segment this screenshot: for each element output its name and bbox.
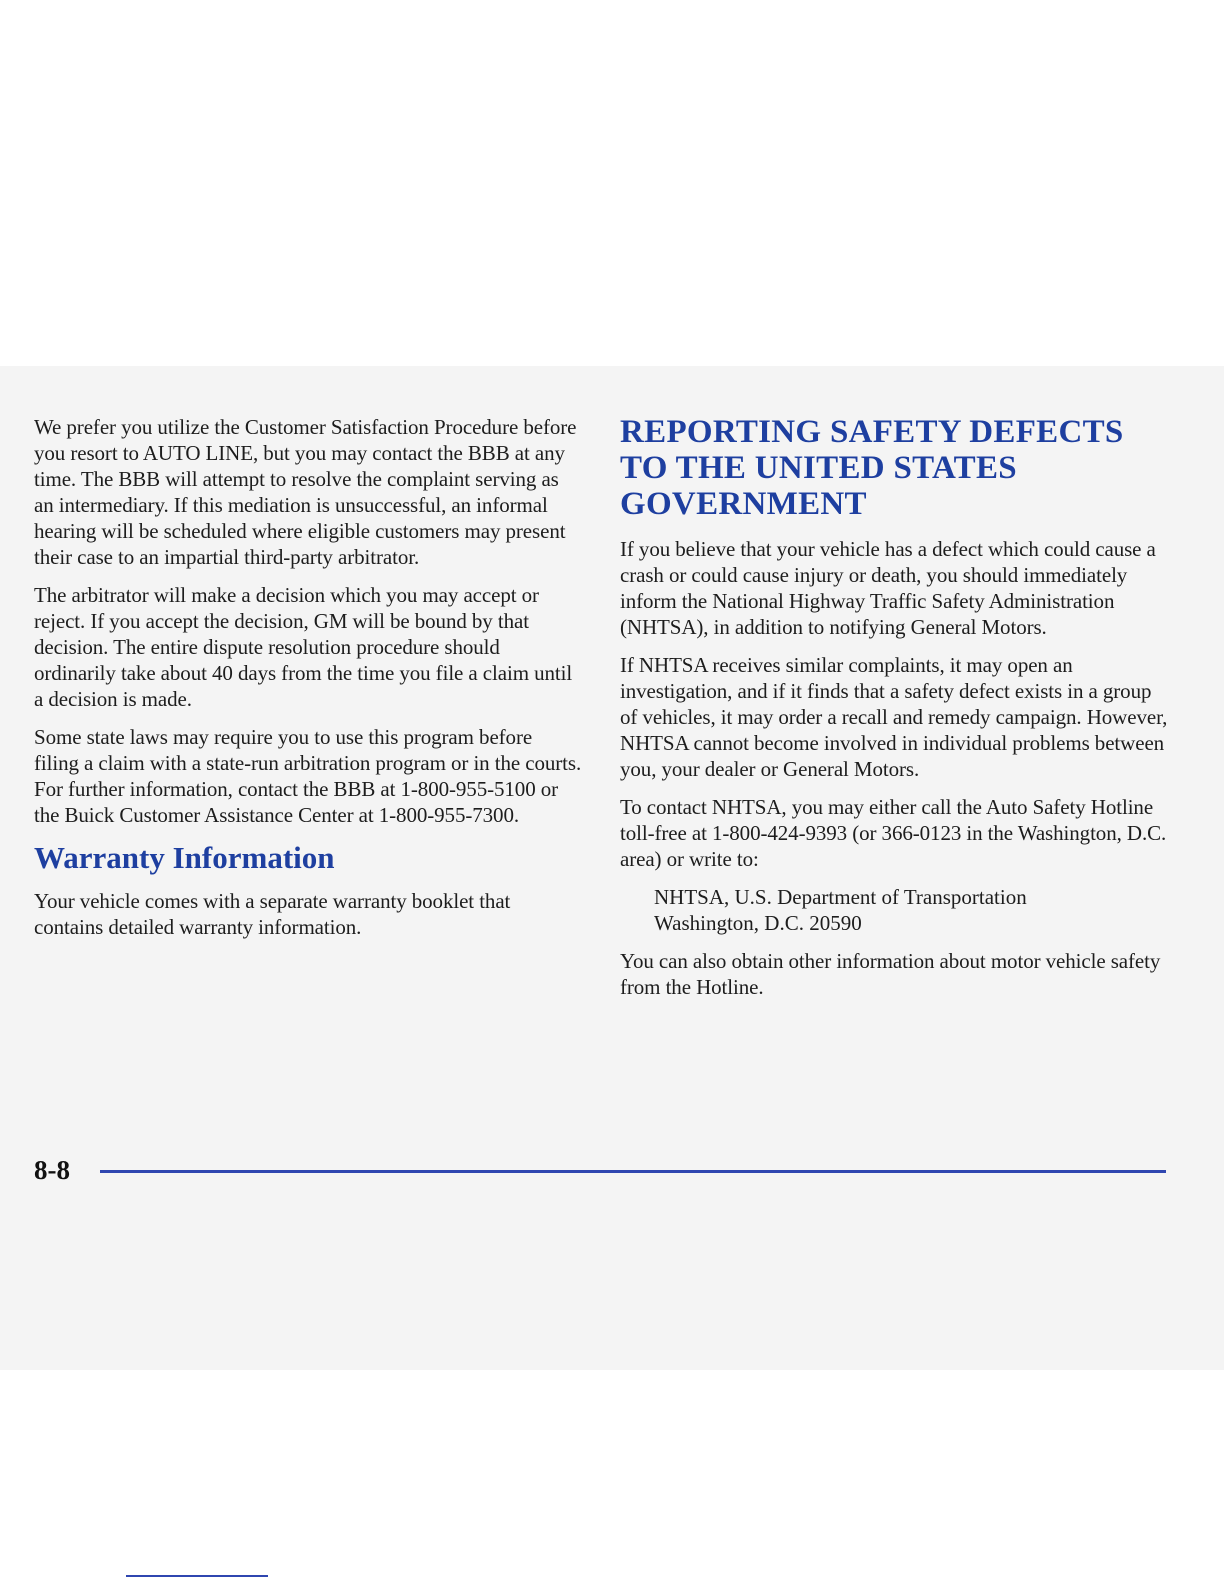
defect-inform-paragraph: If you believe that your vehicle has a defect which could cause a crash or could cause injury or death, you should immediately inform the National Highway Traffic Safety Administration (NHTSA), in addition to notifying General Motors.	[620, 537, 1156, 639]
safety-defects-heading	[620, 414, 1170, 522]
bbb-procedure-paragraph: We prefer you utilize the Customer Satisfaction Procedure before you resort to AUTO LINE, but you may contact the BBB at any time. The BBB will attempt to resolve the complaint serving as an intermediary. If this mediation is unsuccessful, an informal hearing will be scheduled where eligible customers may present their case to an impartial third-party arbitrator.	[34, 415, 577, 569]
address-line: NHTSA, U.S. Department of Transportation	[654, 885, 1027, 909]
address-line: Washington, D.C. 20590	[654, 911, 862, 935]
footer-divider	[100, 1170, 1166, 1173]
heading-line: GOVERNMENT	[620, 486, 867, 522]
right-column	[620, 414, 1170, 1012]
hotline-info-paragraph: You can also obtain other information about motor vehicle safety from the Hotline.	[620, 949, 1161, 999]
arbitrator-decision-paragraph: The arbitrator will make a decision which you may accept or reject. If you accept the decision, GM will be bound by that decision. The entire dispute resolution procedure should ordinarily take about 40 days from the time you file a claim until a decision is made.	[34, 583, 573, 711]
page-number: 8-8	[34, 1155, 70, 1185]
left-column	[34, 414, 582, 952]
heading-line: TO THE UNITED STATES	[620, 450, 1017, 486]
state-laws-paragraph: Some state laws may require you to use this program before filing a claim with a state-run arbitration program or in the courts. For further information, contact the BBB at 1-800-955-5100 or the Buick Customer Assistance Center at 1-800-955-7300.	[34, 725, 582, 827]
heading-line: REPORTING SAFETY DEFECTS	[620, 414, 1124, 450]
nhtsa-address	[654, 884, 1170, 936]
warranty-paragraph: Your vehicle comes with a separate warranty booklet that contains detailed warranty information.	[34, 889, 511, 939]
nhtsa-investigation-paragraph: If NHTSA receives similar complaints, it may open an investigation, and if it finds that a safety defect exists in a group of vehicles, it may order a recall and remedy campaign. However, NHTSA cannot become involved in individual problems between you, your dealer or General Motors.	[620, 653, 1168, 781]
warranty-heading: Warranty Information	[34, 840, 335, 875]
bottom-divider-stub	[126, 1575, 268, 1577]
contact-nhtsa-paragraph: To contact NHTSA, you may either call the Auto Safety Hotline toll-free at 1-800-424-9393 (or 366-0123 in the Washington, D.C. area) or write to:	[620, 795, 1167, 871]
